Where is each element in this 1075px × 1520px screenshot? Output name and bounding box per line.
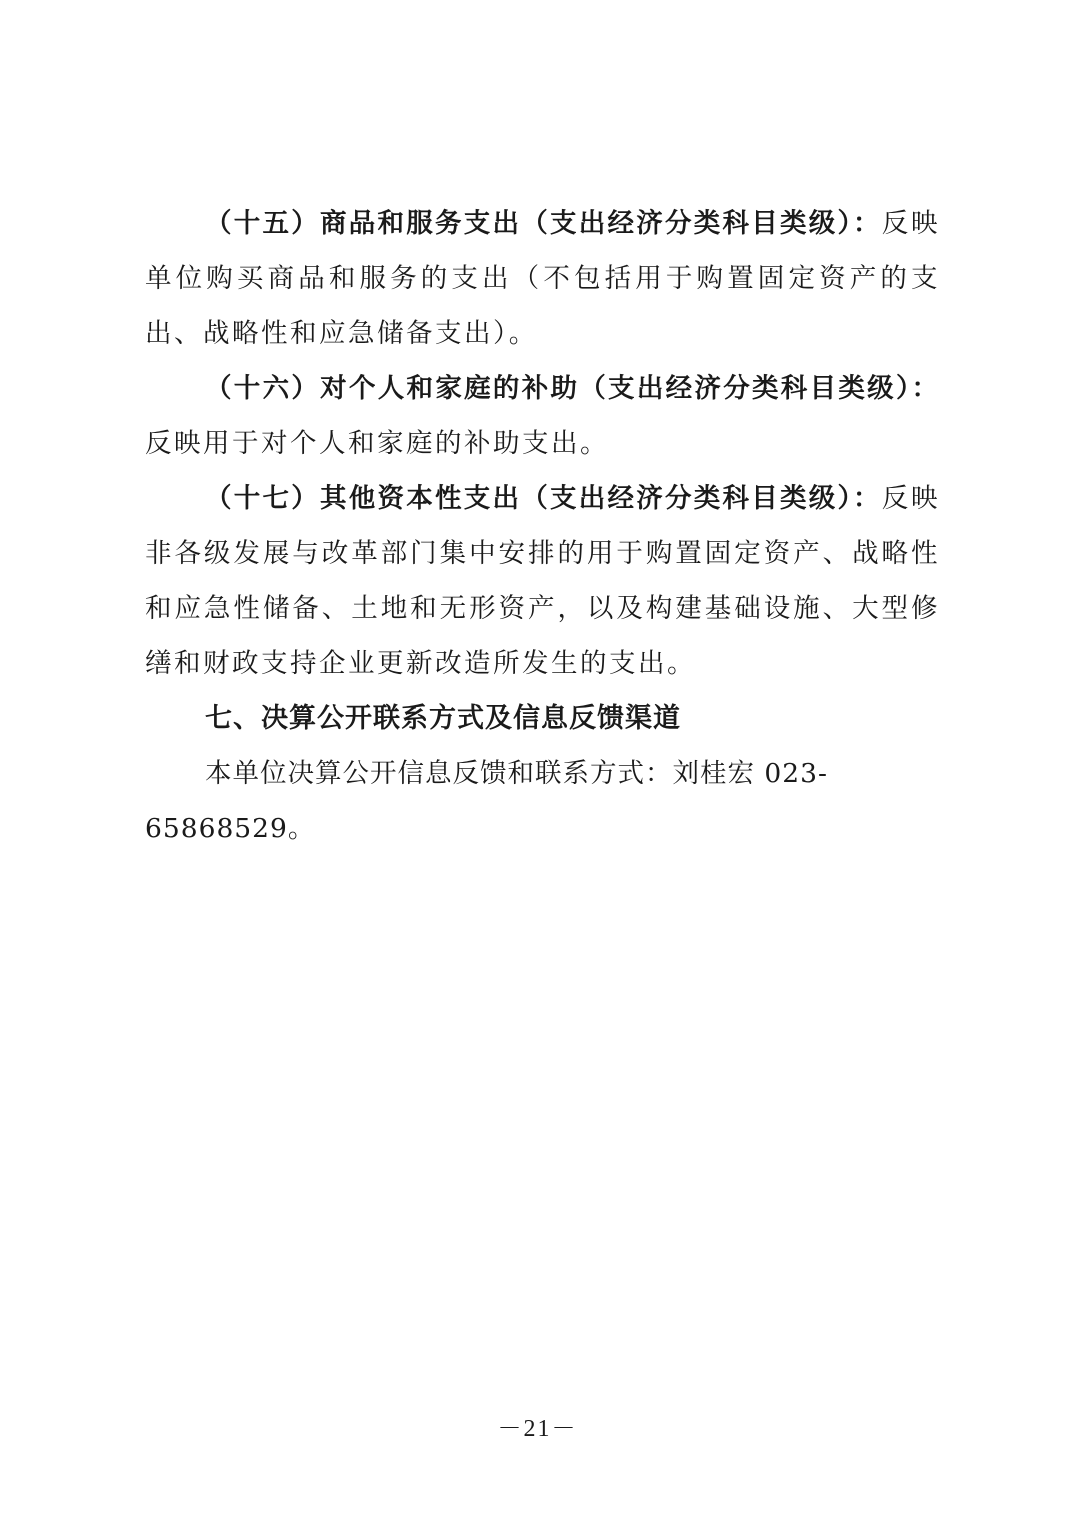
- paragraph-text: 反映非各级发展与改革部门集中安排的用于购置固定资产、战略性和应急性储备、土地和无形资产，以及构建基础设施、大型修缮和财政支持企业更新改造所发生的支出。: [145, 483, 940, 679]
- document-body: [145, 196, 940, 856]
- paragraph-lead: （十六）对个人和家庭的补助（支出经济分类科目类级）：: [205, 373, 940, 404]
- contact-info: 本单位决算公开信息反馈和联系方式：刘桂宏 023-65868529。: [145, 758, 828, 844]
- paragraph-lead: （十五）商品和服务支出（支出经济分类科目类级）：: [205, 208, 882, 239]
- paragraph-other-capital: [145, 471, 940, 691]
- paragraph-goods-services: [145, 196, 940, 361]
- page-number: －21－: [497, 1416, 578, 1442]
- paragraph-household-subsidy: [145, 361, 940, 471]
- paragraph-text: 反映单位购买商品和服务的支出（不包括用于购置固定资产的支出、战略性和应急储备支出）。: [145, 208, 940, 349]
- paragraph-lead: （十七）其他资本性支出（支出经济分类科目类级）：: [205, 483, 882, 514]
- paragraph-text: 反映用于对个人和家庭的补助支出。: [145, 428, 609, 459]
- section-heading: 七、决算公开联系方式及信息反馈渠道: [205, 703, 681, 734]
